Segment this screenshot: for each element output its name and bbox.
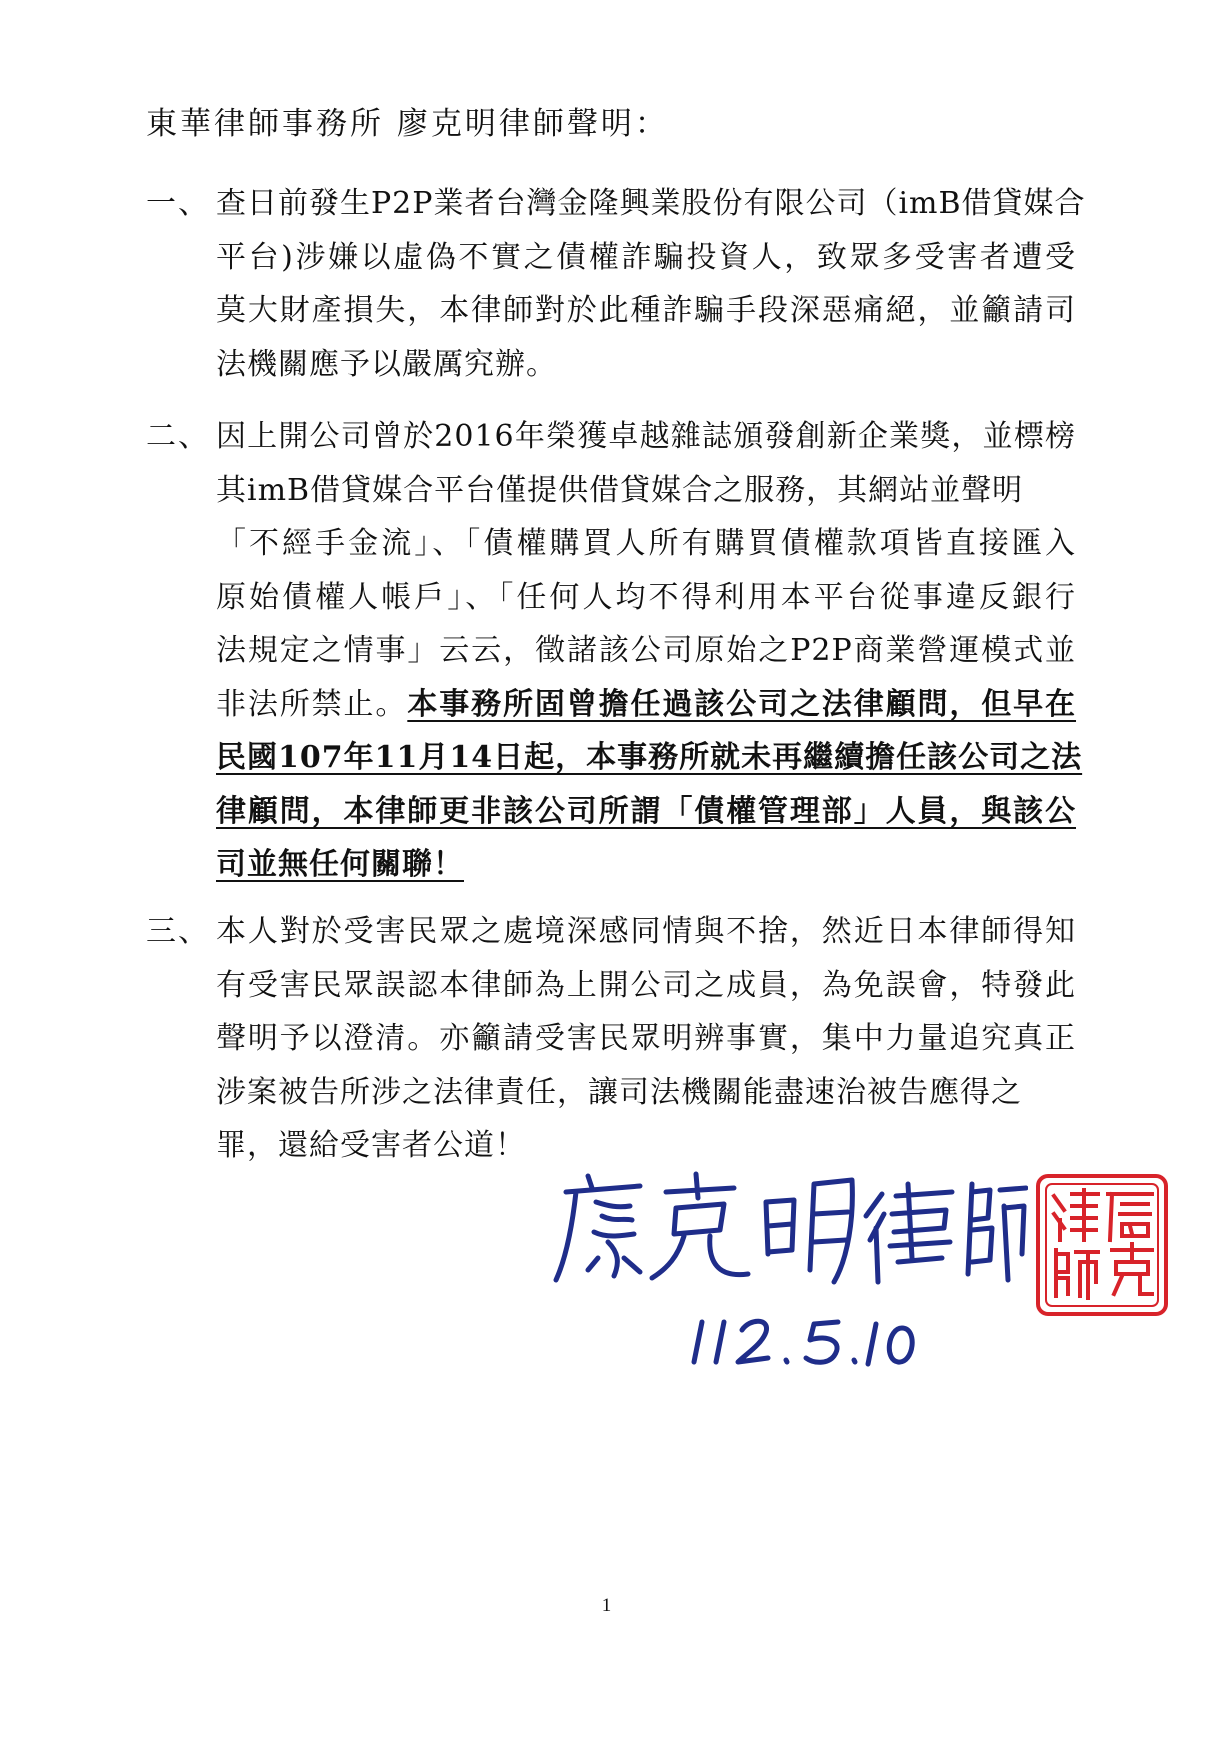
handwritten-signature	[548, 1158, 1028, 1288]
section-1-number: 一、	[146, 186, 210, 221]
section-2-line: 法規定之情事」云云，徵諸該公司原始之P2P商業營運模式並	[216, 633, 1076, 668]
section-1-body	[216, 177, 1086, 391]
section-2-body	[216, 410, 1083, 892]
section-1-line: 法機關應予以嚴厲究辦。	[216, 346, 557, 382]
section-3-line: 涉案被告所涉之法律責任，讓司法機關能盡速治被告應得之	[216, 1074, 1022, 1110]
section-2-line: 因上開公司曾於2016年榮獲卓越雜誌頒發創新企業獎，並標榜	[216, 419, 1076, 454]
section-2-bold-fragment: 本事務所固曾擔任過該公司之法律顧問，但早在	[407, 686, 1077, 722]
section-2-line: 「不經手金流」、「債權購買人所有購買債權款項皆直接匯入	[216, 526, 1076, 561]
section-1-line: 查日前發生P2P業者台灣金隆興業股份有限公司（imB借貸媒合	[216, 186, 1086, 221]
section-3-number: 三、	[146, 914, 210, 949]
section-2-line: 原始債權人帳戶」、「任何人均不得利用本平台從事違反銀行	[216, 579, 1076, 615]
section-3-body	[216, 905, 1076, 1173]
section-2-number: 二、	[146, 419, 210, 454]
statement-heading: 東華律師事務所 廖克明律師聲明：	[146, 106, 669, 142]
section-2-bold-line: 民國107年11月14日起，本事務所就未再繼續擔任該公司之法	[216, 740, 1083, 775]
section-2-bold-line: 司並無任何關聯！	[216, 847, 464, 882]
section-2-plain-fragment: 非法所禁止。	[216, 686, 408, 722]
lawyer-seal	[1032, 1170, 1172, 1320]
section-3-line: 本人對於受害民眾之處境深感同情與不捨，然近日本律師得知	[216, 914, 1076, 949]
handwritten-date	[688, 1312, 928, 1372]
section-1-line: 莫大財產損失，本律師對於此種詐騙手段深惡痛絕，並籲請司	[216, 293, 1076, 328]
page-number: 1	[601, 1595, 612, 1616]
section-2-mixed-line	[216, 678, 1076, 732]
section-2-line: 其imB借貸媒合平台僅提供借貸媒合之服務，其網站並聲明	[216, 472, 1024, 508]
section-3-line: 聲明予以澄清。亦籲請受害民眾明辨事實，集中力量追究真正	[216, 1021, 1076, 1056]
section-3-line: 罪，還給受害者公道！	[216, 1128, 526, 1163]
section-1-line: 平台)涉嫌以虛偽不實之債權詐騙投資人，致眾多受害者遭受	[216, 239, 1076, 275]
section-2-bold-line: 律顧問，本律師更非該公司所謂「債權管理部」人員，與該公	[216, 793, 1076, 829]
section-3-line: 有受害民眾誤認本律師為上開公司之成員，為免誤會，特發此	[216, 967, 1076, 1003]
